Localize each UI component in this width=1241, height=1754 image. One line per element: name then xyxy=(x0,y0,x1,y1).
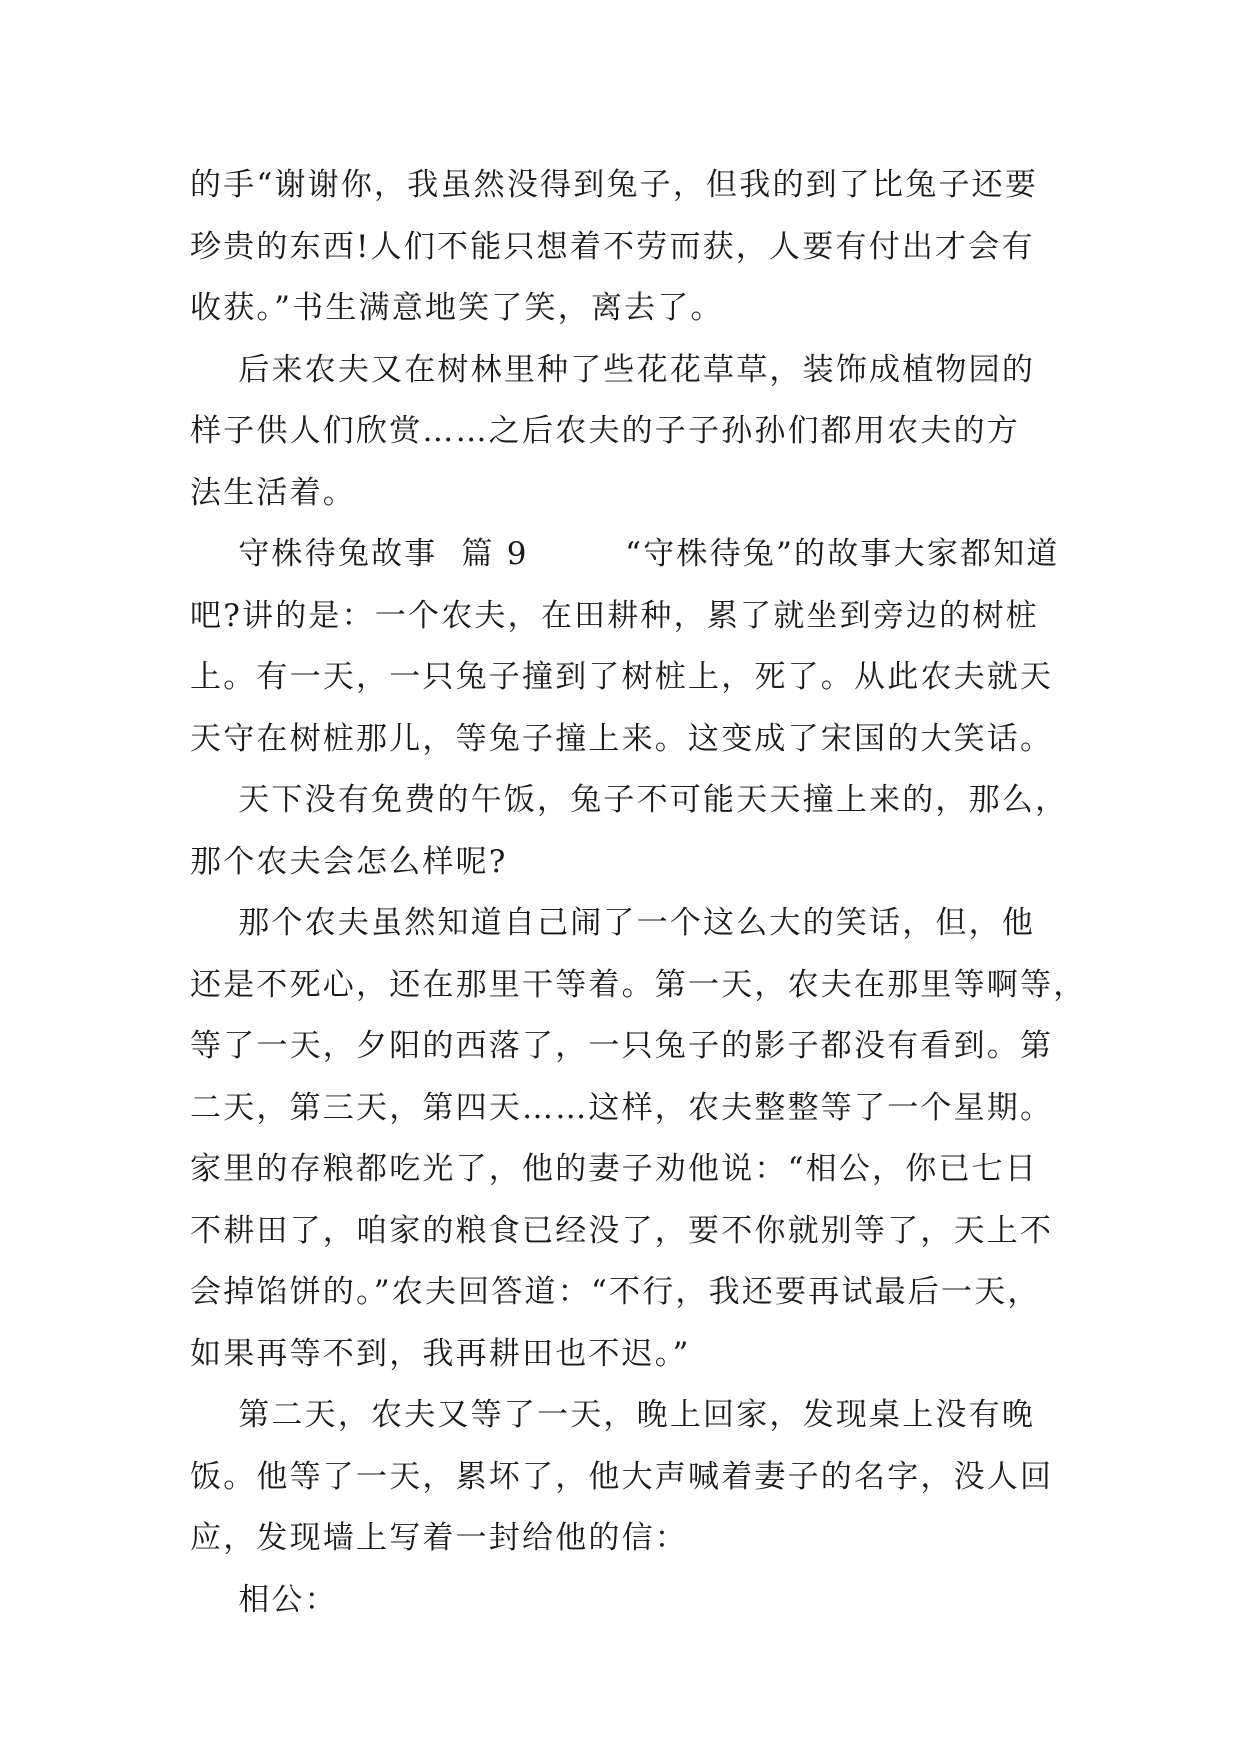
text-line: 会掉馅饼的。”农夫回答道：“不行，我还要再试最后一天， xyxy=(190,1274,1041,1310)
text-line: 珍贵的东西!人们不能只想着不劳而获，人要有付出才会有 xyxy=(190,228,1035,265)
text-line: 等了一天，夕阳的西落了，一只兔子的影子都没有看到。第 xyxy=(190,1028,1054,1064)
text-line: 如果再等不到，我再耕田也不迟。” xyxy=(190,1335,691,1372)
text-line: 相公： xyxy=(190,1581,338,1618)
text-line: 上。有一天，一只兔子撞到了树桩上，死了。从此农夫就天 xyxy=(190,659,1054,695)
text-line: 饭。他等了一天，累坏了，他大声喊着妻子的名字，没人回 xyxy=(190,1458,1054,1495)
paragraph-5 xyxy=(190,893,1087,1385)
paragraph-4 xyxy=(190,770,1069,893)
text-line: 天下没有免费的午饭，兔子不可能天天撞上来的，那么， xyxy=(190,782,1069,818)
text-line: 还是不死心，还在那里干等着。第一天，农夫在那里等啊等， xyxy=(190,966,1087,1003)
paragraph-2 xyxy=(190,340,1060,525)
text-line: 守株待兔故事 篇 9 “守株待兔”的故事大家都知道 xyxy=(190,536,1060,572)
text-line: 应，发现墙上写着一封给他的信： xyxy=(190,1520,688,1556)
text-line: 家里的存粮都吃光了，他的妻子劝他说：“相公，你已七日 xyxy=(190,1151,1039,1187)
text-line: 样子供人们欣赏……之后农夫的子子孙孙们都用农夫的方 xyxy=(190,413,1020,449)
text-line: 那个农夫会怎么样呢? xyxy=(190,843,508,880)
text-line: 吧?讲的是：一个农夫，在田耕种，累了就坐到旁边的树桩 xyxy=(190,597,1039,634)
document-body xyxy=(190,155,1087,1631)
paragraph-1 xyxy=(190,155,1060,340)
paragraph-6 xyxy=(190,1385,1060,1570)
paragraph-7 xyxy=(190,1570,1060,1632)
text-line: 法生活着。 xyxy=(190,474,356,511)
text-line: 后来农夫又在树林里种了些花花草草，装饰成植物园的 xyxy=(190,351,1036,388)
text-line: 天守在树桩那儿，等兔子撞上来。这变成了宋国的大笑话。 xyxy=(190,720,1054,757)
text-line: 收获。”书生满意地笑了笑，离去了。 xyxy=(190,290,724,326)
text-line: 那个农夫虽然知道自己闹了一个这么大的笑话，但，他 xyxy=(190,905,1036,941)
text-line: 不耕田了，咱家的粮食已经没了，要不你就别等了，天上不 xyxy=(190,1212,1054,1249)
text-line: 第二天，农夫又等了一天，晚上回家，发现桌上没有晚 xyxy=(190,1397,1036,1433)
text-line: 二天，第三天，第四天……这样，农夫整整等了一个星期。 xyxy=(190,1089,1054,1126)
text-line: 的手“谢谢你，我虽然没得到兔子，但我的到了比兔子还要 xyxy=(190,167,1039,203)
paragraph-3 xyxy=(190,524,1060,770)
